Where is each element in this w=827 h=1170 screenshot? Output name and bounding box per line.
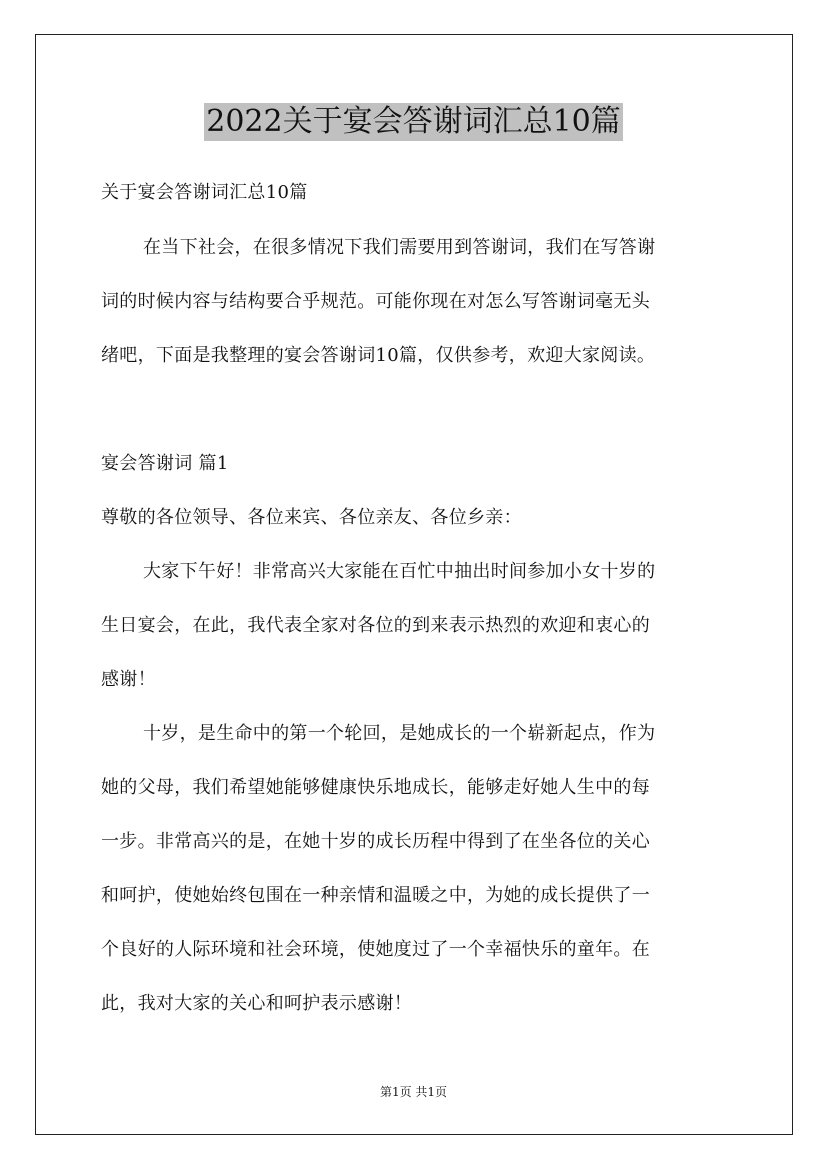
paragraph-line: 生日宴会，在此，我代表全家对各位的到来表示热烈的欢迎和衷心的 (101, 615, 650, 636)
paragraph-line: 她的父母，我们希望她能够健康快乐地成长，能够走好她人生中的每 (101, 777, 650, 798)
paragraph-line: 此，我对大家的关心和呵护表示感谢！ (101, 993, 413, 1014)
paragraph-line: 大家下午好！非常高兴大家能在百忙中抽出时间参加小女十岁的 (143, 561, 656, 582)
document-title: 2022关于宴会答谢词汇总10篇 (206, 104, 621, 139)
paragraph-line: 和呵护，使她始终包围在一种亲情和温暖之中，为她的成长提供了一 (101, 885, 650, 906)
document-subtitle: 关于宴会答谢词汇总10篇 (101, 182, 308, 203)
paragraph-line: 感谢！ (101, 669, 156, 690)
section-heading: 宴会答谢词 篇1 (101, 453, 229, 474)
intro-line: 词的时候内容与结构要合乎规范。可能你现在对怎么写答谢词毫无头 (101, 291, 650, 312)
paragraph-line: 个良好的人际环境和社会环境，使她度过了一个幸福快乐的童年。在 (101, 939, 650, 960)
paragraph-line: 一步。非常高兴的是，在她十岁的成长历程中得到了在坐各位的关心 (101, 831, 650, 852)
title-container (0, 103, 827, 141)
intro-line: 在当下社会，在很多情况下我们需要用到答谢词，我们在写答谢 (143, 237, 656, 258)
intro-line: 绪吧，下面是我整理的宴会答谢词10篇，仅供参考，欢迎大家阅读。 (101, 345, 656, 366)
paragraph-line: 十岁，是生命中的第一个轮回，是她成长的一个崭新起点，作为 (143, 723, 656, 744)
page-number-footer: 第1页 共1页 (379, 1085, 448, 1099)
salutation: 尊敬的各位领导、各位来宾、各位亲友、各位乡亲： (101, 507, 522, 528)
